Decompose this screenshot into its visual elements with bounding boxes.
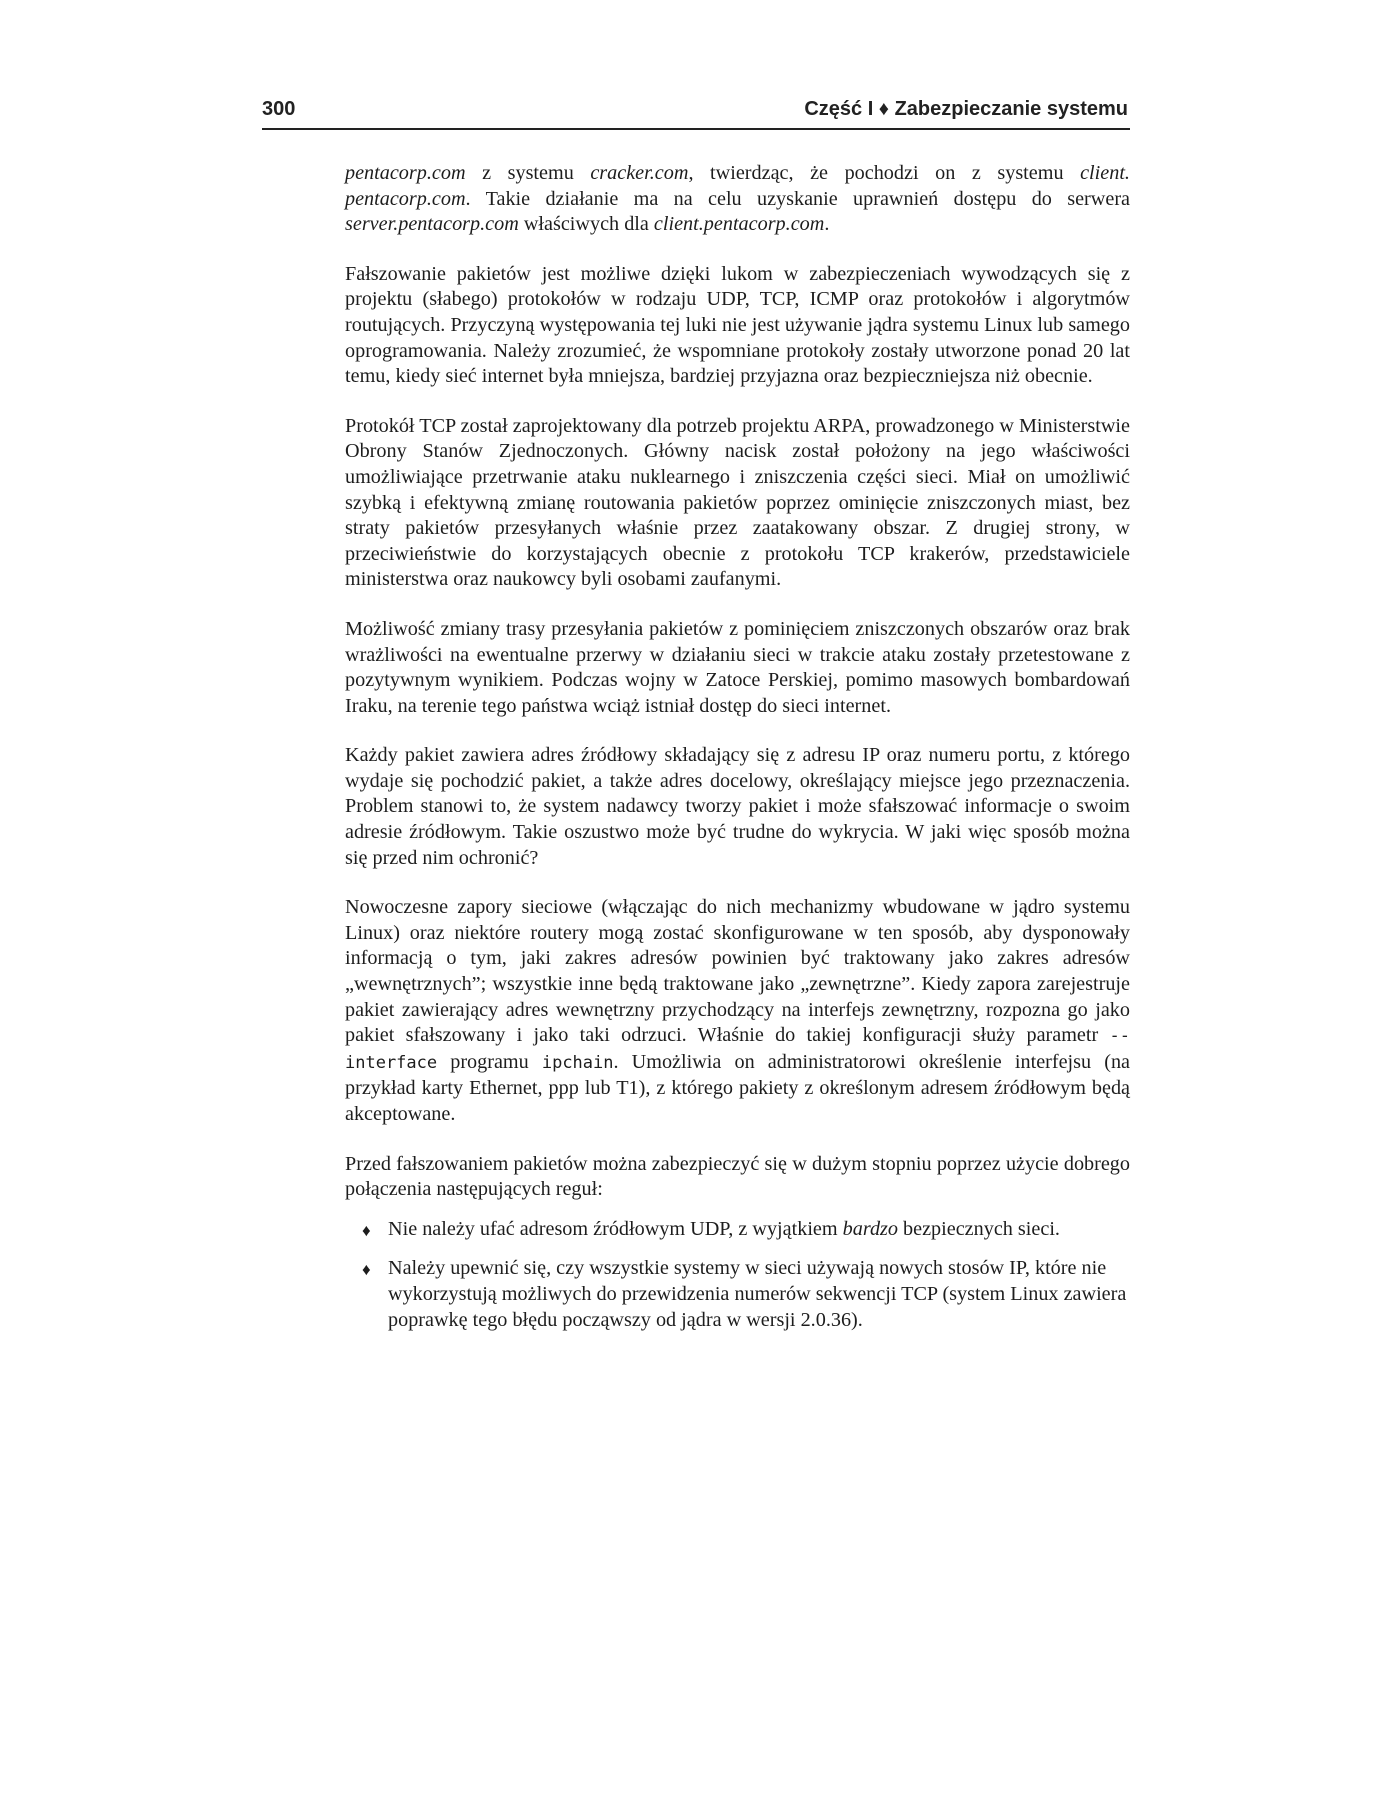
- rules-list: [345, 1217, 1130, 1333]
- list-item: ♦ Należy upewnić się, czy wszystkie systemy w sieci używają nowych stosów IP, które nie wykorzystują możliwych do przewidzenia numerów sekwencji TCP (system Linux zawiera poprawkę tego błędu począwszy od jądra w wersji 2.0.36).: [362, 1257, 1127, 1331]
- paragraph-3: Protokół TCP został zaprojektowany dla potrzeb projektu ARPA, prowadzonego w Ministerstwie Obrony Stanów Zjednoczonych. Główny nacisk został położony na jego właściwości umożliwiające przetrwanie ataku nuklearnego i zniszczenia części sieci. Miał on umożliwić szybką i efektywną zmianę routowania pakietów poprzez ominięcie zniszczonych miast, bez straty pakietów przesyłanych właśnie przez zaatakowany obszar. Z drugiej strony, w przeciwieństwie do korzystających obecnie z protokołu TCP krakerów, przedstawiciele ministerstwa oraz naukowcy byli osobami zaufanymi.: [345, 414, 1130, 591]
- domain-ref: client. pentacorp.com: [345, 162, 1130, 210]
- paragraph-1: pentacorp.com z systemu cracker.com, twierdząc, że pochodzi on z systemu client. pentacorp.com. Takie działanie ma na celu uzyskanie uprawnień dostępu do serwera server.pentacorp.com właściwych dla client.pentacorp.com.: [345, 162, 1130, 236]
- code-ipchain: ipchain: [541, 1052, 614, 1073]
- diamond-bullet-icon: ♦: [362, 1220, 371, 1240]
- body-text: [345, 161, 1130, 1347]
- paragraph-6: Nowoczesne zapory sieciowe (włączając do nich mechanizmy wbudowane w jądro systemu Linux) oraz niektóre routery mogą zostać skonfigurowane w ten sposób, aby dysponowały informacją o tym, jaki zakres adresów powinien być traktowany jako zakres adresów „wewnętrznych”; wszystkie inne będą traktowane jako „zewnętrzne”. Kiedy zapora zarejestruje pakiet zawierający adres wewnętrzny przychodzący na interfejs zewnętrzny, rozpozna go jako pakiet sfałszowany i jako taki odrzuci. Właśnie do takiej konfiguracji służy parametr --interface programu ipchain. Umożliwia on administratorowi określenie interfejsu (na przykład karty Ethernet, ppp lub T1), z którego pakiety z określonym adresem źródłowym będą akceptowane.: [345, 896, 1131, 1125]
- domain-ref: pentacorp.com: [345, 162, 466, 184]
- domain-ref: cracker.com: [590, 162, 689, 184]
- paragraph-2: Fałszowanie pakietów jest możliwe dzięki lukom w zabezpieczeniach wywodzących się z projektu (słabego) protokołów w rodzaju UDP, TCP, ICMP oraz protokołów i algorytmów routujących. Przyczyną występowania tej luki nie jest używanie jądra systemu Linux lub samego oprogramowania. Należy zrozumieć, że wspomniane protokoły zostały utworzone ponad 20 lat temu, kiedy sieć internet była mniejsza, bardziej przyjazna oraz bezpieczniejsza niż obecnie.: [345, 262, 1130, 388]
- domain-ref: server.pentacorp.com: [345, 213, 519, 236]
- domain-ref: client.pentacorp.com: [653, 213, 825, 236]
- running-head: Część I ♦ Zabezpieczanie systemu: [804, 98, 1128, 120]
- diamond-bullet-icon: ♦: [362, 1260, 371, 1280]
- page-number: 300: [262, 98, 296, 120]
- code-interface-flag: --interface: [345, 1026, 1130, 1073]
- paragraph-5: Każdy pakiet zawiera adres źródłowy składający się z adresu IP oraz numeru portu, z którego wydaje się pochodzić pakiet, a także adres docelowy, określający miejsce jego przeznaczenia. Problem stanowi to, że system nadawcy tworzy pakiet i może sfałszować informacje o swoim adresie źródłowym. Takie oszustwo może być trudne do wykrycia. W jaki więc sposób można się przed nim ochronić?: [345, 744, 1130, 869]
- page-header: [262, 98, 1130, 130]
- paragraph-4: Możliwość zmiany trasy przesyłania pakietów z pominięciem zniszczonych obszarów oraz brak wrażliwości na ewentualne przerwy w działaniu sieci w trakcie ataku zostały przetestowane z pozytywnym wynikiem. Podczas wojny w Zatoce Perskiej, pomimo masowych bombardowań Iraku, na terenie tego państwa wciąż istniał dostęp do sieci internet.: [345, 617, 1130, 717]
- paragraph-7: Przed fałszowaniem pakietów można zabezpieczyć się w dużym stopniu poprzez użycie dobrego połączenia następujących reguł:: [345, 1152, 1130, 1201]
- list-item: ♦ Nie należy ufać adresom źródłowym UDP, z wyjątkiem bardzo bezpiecznych sieci.: [345, 1217, 1130, 1243]
